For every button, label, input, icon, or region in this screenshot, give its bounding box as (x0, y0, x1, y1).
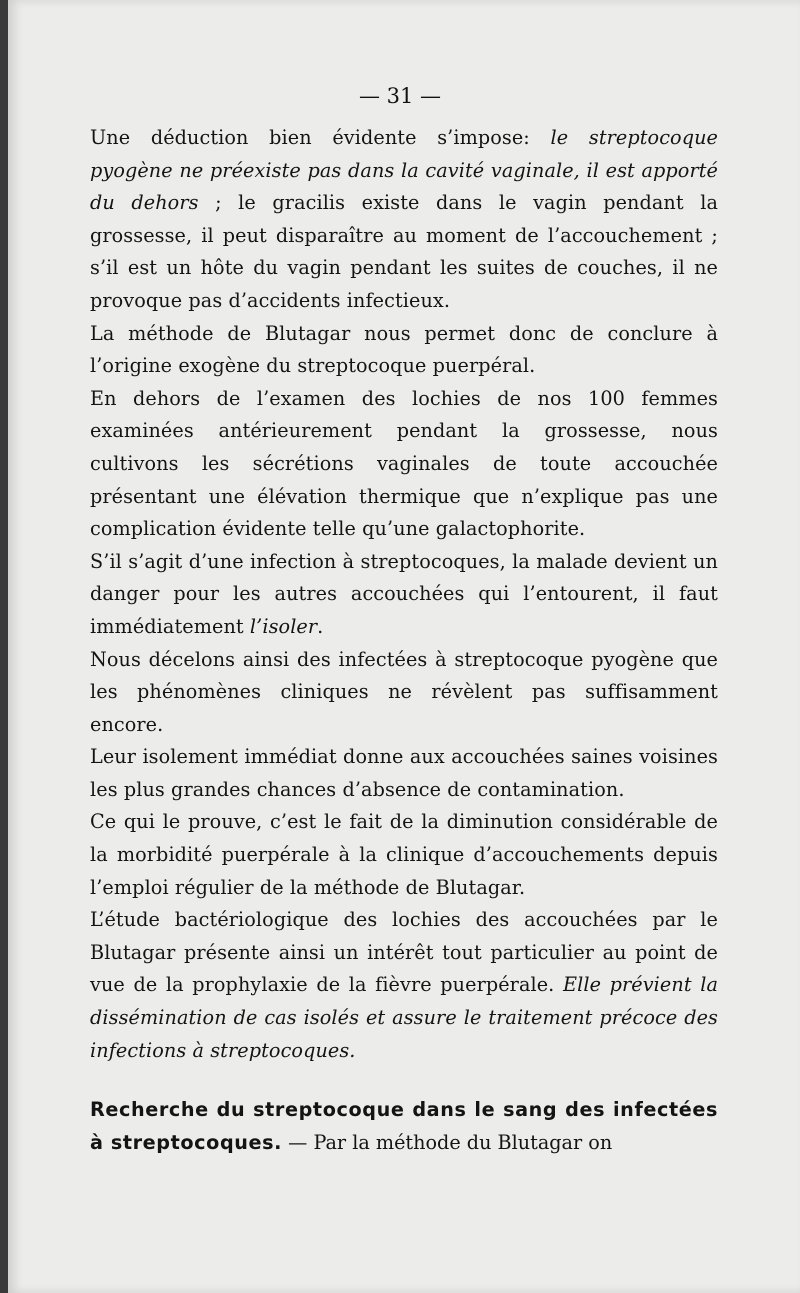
section-heading: Recherche du streptocoque dans le sang des infectées à streptocoques. (90, 1098, 718, 1154)
paragraph (90, 806, 718, 904)
paragraph (90, 644, 718, 742)
text-run: Nous décelons ainsi des infectées à streptocoque pyogène que les phénomènes cliniques ne révèlent pas suffisamment encore. (90, 647, 718, 736)
section-text: — Par la méthode du Blutagar on (282, 1130, 613, 1154)
paragraph (90, 904, 718, 1067)
text-run: Une déduction bien évidente s’impose: (90, 126, 551, 149)
text-run: L’étude bactériologique des lochies des accouchées par le Blutagar présente ainsi un intérêt tout particulier au point de vue de la prophylaxie de la fièvre puerpérale. (90, 908, 718, 997)
page-edge (0, 0, 8, 1293)
italic-run: le streptocoque pyogène ne préexiste pas dans la cavité vaginale, il est apporté du dehors (90, 126, 718, 215)
text-run: S’il s’agit d’une infection à streptocoques, la malade devient un danger pour les autres accouchées qui l’entourent, il faut immédiatement (90, 549, 718, 638)
text-run: En dehors de l’examen des lochies de nos 100 femmes examinées antérieurement pendant la grossesse, nous cultivons les sécrétions vaginales de toute accouchée présentant une élévation thermique que n’explique pas une complication évidente telle qu’une galactophorite. (90, 386, 718, 541)
paragraph (90, 741, 718, 806)
paragraph (90, 546, 718, 644)
paragraph (90, 383, 718, 546)
italic-run: l’isoler (249, 614, 318, 638)
text-run: La méthode de Blutagar nous permet donc de conclure à l’origine exogène du streptocoque puerpéral. (90, 321, 718, 378)
paragraph (90, 318, 718, 383)
text-run: Ce qui le prouve, c’est le fait de la diminution considérable de la morbidité puerpérale à la clinique d’accouchements depuis l’emploi régulier de la méthode de Blutagar. (90, 810, 718, 899)
paragraph (90, 122, 718, 318)
text-run: Leur isolement immédiat donne aux accouchées saines voisines les plus grandes chances d’absence de contamination. (90, 745, 718, 801)
text-run: ; le gracilis existe dans le vagin pendant la grossesse, il peut disparaître au moment de l’accouchement ; s’il est un hôte du vagin pendant les suites de couches, il ne provoque pas d’accidents infectieux. (90, 191, 718, 312)
section-heading-paragraph (90, 1094, 718, 1159)
page-number: — 31 — (358, 84, 442, 108)
italic-run: Elle prévient la dissémination de cas isolés et assure le traitement précoce des infections à streptocoques. (90, 973, 718, 1062)
text-run: . (317, 614, 324, 638)
body-text (90, 122, 718, 1067)
